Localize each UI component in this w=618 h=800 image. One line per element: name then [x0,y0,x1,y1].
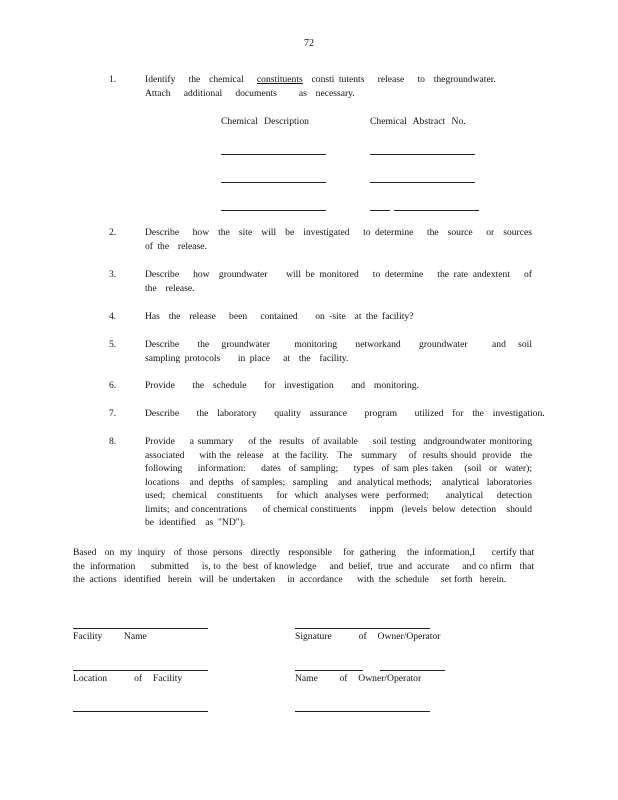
item-text [145,73,532,87]
abstract-number-blank-line[interactable] [370,154,475,155]
item-number: 3. [109,269,117,280]
chemical-description-header: Chemical Description [221,116,309,127]
facility-name-label: Facility Name [73,631,147,642]
item-number: 5. [109,339,117,350]
location-line[interactable] [73,670,208,671]
owner-name-label: Name of Owner/Operator [295,673,422,684]
item-text: Provide a summary of the results of available soil testing andgroundwater monitoring associated with the release at the facility. The summary of results should provide the following information: dates of sampling; types of sam ples taken (soil or water); locations and depths of samples; sampling and analytical methods; analytical laboratories used; chemical constituents for which analyses were performed; analytical detection limits; and concentrations of chemical constituents inppm (levels below detection should be identified as "ND"). [145,436,544,528]
underlined-term: constituents [256,74,303,85]
item-text: Describe the groundwater monitoring networkand groundwater and soil sampling protocols in place at the facility. [145,339,537,364]
signature-label: Signature of Owner/Operator [295,631,441,642]
location-label: Location of Facility [73,673,183,684]
item-text: Provide the schedule for investigation and monitoring. [145,380,419,391]
abstract-number-blank-line[interactable] [370,210,390,211]
description-blank-line[interactable] [221,182,326,183]
item-text: Describe how the site will be investigated to determine the source or sources of the release. [145,227,546,252]
item-number: 1. [109,74,117,85]
facility-name-line[interactable] [73,628,208,629]
item-number: 6. [109,380,117,391]
item-1-text-suffix: consti tutents release to thegroundwater. [302,74,496,85]
item-number: 8. [109,436,117,447]
item-1-text-line2: Attach additional documents as necessary. [145,88,355,99]
item-number: 2. [109,227,117,238]
item-text: Has the release been contained on -site at the facility? [145,311,414,322]
item-text: Describe how groundwater will be monitored to determine the rate andextent of the release. [145,269,537,294]
page-number: 72 [304,38,314,49]
owner-name-line[interactable] [380,670,445,671]
owner-name-line[interactable] [295,670,363,671]
item-1-text-prefix: Identify the chemical [145,74,257,85]
blank-line[interactable] [295,711,430,712]
description-blank-line[interactable] [221,210,326,211]
blank-line[interactable] [73,711,208,712]
item-number: 7. [109,408,117,419]
item-text: Describe the laboratory quality assurance program utilized for the investigation. [145,408,545,419]
abstract-number-blank-line[interactable] [394,210,479,211]
certification-paragraph: Based on my inquiry of those persons directly responsible for gathering the information,I certify that the information submitted is, to the best of knowledge and belief, true and accurate and co nfirm that the actions identified herein will be undertaken in accordance with the schedule set forth herein. [73,547,539,585]
abstract-number-blank-line[interactable] [370,182,475,183]
chemical-abstract-number-header: Chemical Abstract No. [370,116,466,127]
description-blank-line[interactable] [221,154,326,155]
signature-line[interactable] [295,628,430,629]
item-number: 4. [109,311,117,322]
